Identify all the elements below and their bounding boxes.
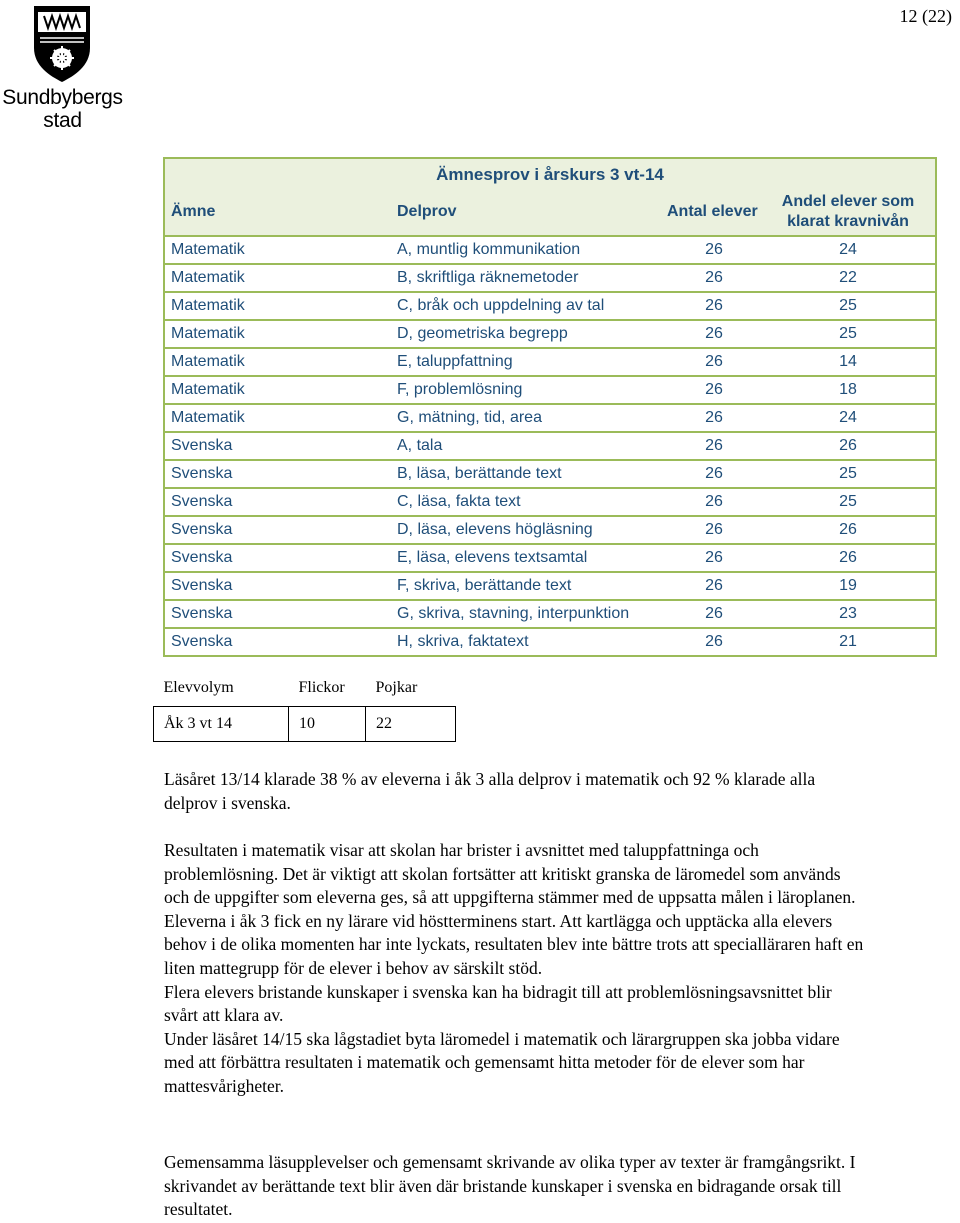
cell-antal: 26 bbox=[661, 460, 761, 488]
cell-amne: Matematik bbox=[164, 264, 391, 292]
cell-antal: 26 bbox=[661, 376, 761, 404]
cell-delprov: A, tala bbox=[391, 432, 661, 460]
cell-andel: 25 bbox=[761, 292, 936, 320]
cell-andel: 25 bbox=[761, 460, 936, 488]
table-row bbox=[164, 544, 936, 572]
table-row bbox=[164, 348, 936, 376]
cell-amne: Svenska bbox=[164, 600, 391, 628]
cell-andel: 22 bbox=[761, 264, 936, 292]
table-row bbox=[164, 628, 936, 656]
cell-andel: 24 bbox=[761, 404, 936, 432]
cell-andel: 14 bbox=[761, 348, 936, 376]
cell-delprov: F, skriva, berättande text bbox=[391, 572, 661, 600]
table-row bbox=[164, 460, 936, 488]
cell-amne: Svenska bbox=[164, 628, 391, 656]
cell-antal: 26 bbox=[661, 516, 761, 544]
table-row bbox=[164, 264, 936, 292]
cell-delprov: D, geometriska begrepp bbox=[391, 320, 661, 348]
cell-amne: Matematik bbox=[164, 320, 391, 348]
cell-delprov: H, skriva, faktatext bbox=[391, 628, 661, 656]
cell-andel: 25 bbox=[761, 488, 936, 516]
cell-antal: 26 bbox=[661, 432, 761, 460]
cell-delprov: B, skriftliga räknemetoder bbox=[391, 264, 661, 292]
cell-amne: Matematik bbox=[164, 236, 391, 264]
volume-header-boys: Pojkar bbox=[375, 679, 418, 696]
volume-girls-count: 10 bbox=[289, 707, 366, 742]
cell-delprov: A, muntlig kommunikation bbox=[391, 236, 661, 264]
cell-amne: Svenska bbox=[164, 516, 391, 544]
student-volume-table bbox=[153, 670, 456, 742]
municipality-logo bbox=[0, 0, 125, 135]
volume-boys-count: 22 bbox=[366, 707, 456, 742]
cell-amne: Matematik bbox=[164, 348, 391, 376]
logo-text bbox=[0, 86, 125, 132]
logo-line-2: stad bbox=[43, 109, 82, 132]
table-row bbox=[164, 432, 936, 460]
col-header-andel: Andel elever som klarat kravnivån bbox=[761, 189, 936, 236]
cell-amne: Matematik bbox=[164, 404, 391, 432]
cell-andel: 26 bbox=[761, 432, 936, 460]
paragraph-4: Flera elevers bristande kunskaper i svenska kan ha bidragit till att problemlösningsavsnittet blir svårt att klara av. bbox=[164, 981, 832, 1026]
cell-andel: 18 bbox=[761, 376, 936, 404]
table-row bbox=[164, 404, 936, 432]
paragraph-conclusion bbox=[164, 1151, 864, 1222]
cell-antal: 26 bbox=[661, 628, 761, 656]
paragraph-3: Eleverna i åk 3 fick en ny lärare vid höstterminens start. Att kartlägga och upptäcka alla elevers behov i de olika momenten har inte lyckats, resultaten blev inte bättre trots att specialläraren haft en liten mattegrupp för de elever i behov av särskilt stöd. bbox=[164, 910, 864, 978]
paragraph-summary bbox=[164, 768, 864, 815]
cell-antal: 26 bbox=[661, 292, 761, 320]
table-row bbox=[164, 600, 936, 628]
table-row bbox=[164, 320, 936, 348]
cell-antal: 26 bbox=[661, 320, 761, 348]
cell-antal: 26 bbox=[661, 600, 761, 628]
paragraph-1: Läsåret 13/14 klarade 38 % av eleverna i åk 3 alla delprov i matematik och 92 % klarade alla delprov i svenska. bbox=[164, 769, 816, 813]
table-row bbox=[164, 292, 936, 320]
table-title: Ämnesprov i årskurs 3 vt-14 bbox=[164, 158, 936, 189]
table-row bbox=[164, 488, 936, 516]
volume-header-girls: Flickor bbox=[298, 679, 345, 696]
cell-andel: 21 bbox=[761, 628, 936, 656]
cell-antal: 26 bbox=[661, 264, 761, 292]
cell-delprov: C, bråk och uppdelning av tal bbox=[391, 292, 661, 320]
col-header-delprov: Delprov bbox=[391, 189, 661, 236]
cell-delprov: G, mätning, tid, area bbox=[391, 404, 661, 432]
volume-row-label: Åk 3 vt 14 bbox=[154, 707, 289, 742]
cell-antal: 26 bbox=[661, 348, 761, 376]
table-row bbox=[164, 376, 936, 404]
cell-andel: 24 bbox=[761, 236, 936, 264]
cell-andel: 23 bbox=[761, 600, 936, 628]
table-row bbox=[164, 572, 936, 600]
table-row bbox=[164, 236, 936, 264]
cell-andel: 25 bbox=[761, 320, 936, 348]
paragraph-analysis bbox=[164, 839, 864, 1099]
coat-of-arms-icon bbox=[30, 2, 94, 84]
cell-antal: 26 bbox=[661, 236, 761, 264]
cell-amne: Svenska bbox=[164, 572, 391, 600]
cell-antal: 26 bbox=[661, 488, 761, 516]
col-header-antal: Antal elever bbox=[661, 189, 761, 236]
cell-amne: Svenska bbox=[164, 432, 391, 460]
results-table bbox=[163, 157, 937, 657]
volume-header-label: Elevvolym bbox=[163, 679, 234, 696]
paragraph-6: Gemensamma läsupplevelser och gemensamt skrivande av olika typer av texter är framgångsrikt. I skrivandet av berättande text blir även där bristande kunskaper i svenska en bidragande orsak till resultatet. bbox=[164, 1152, 856, 1220]
paragraph-2: Resultaten i matematik visar att skolan har brister i avsnittet med taluppfattninga och problemlösning. Det är viktigt att skolan fortsätter att kritiskt granska de läromedel som används och de uppgifter som eleverna ges, så att uppgifterna stämmer med de uppsatta målen i läroplanen. bbox=[164, 840, 856, 908]
cell-delprov: E, läsa, elevens textsamtal bbox=[391, 544, 661, 572]
cell-andel: 26 bbox=[761, 544, 936, 572]
cell-amne: Svenska bbox=[164, 488, 391, 516]
cell-andel: 26 bbox=[761, 516, 936, 544]
logo-line-1: Sundbybergs bbox=[2, 86, 123, 109]
cell-antal: 26 bbox=[661, 544, 761, 572]
cell-delprov: D, läsa, elevens högläsning bbox=[391, 516, 661, 544]
cell-amne: Svenska bbox=[164, 544, 391, 572]
page-number: 12 (22) bbox=[899, 6, 952, 26]
cell-antal: 26 bbox=[661, 572, 761, 600]
cell-amne: Svenska bbox=[164, 460, 391, 488]
cell-delprov: C, läsa, fakta text bbox=[391, 488, 661, 516]
cell-amne: Matematik bbox=[164, 376, 391, 404]
cell-delprov: G, skriva, stavning, interpunktion bbox=[391, 600, 661, 628]
cell-delprov: E, taluppfattning bbox=[391, 348, 661, 376]
cell-antal: 26 bbox=[661, 404, 761, 432]
table-row bbox=[164, 516, 936, 544]
cell-andel: 19 bbox=[761, 572, 936, 600]
paragraph-5: Under läsåret 14/15 ska lågstadiet byta läromedel i matematik och lärargruppen ska jobba vidare med att förbättra resultaten i matematik och gemensamt hitta metoder för de elever som har mattesvårigheter. bbox=[164, 1028, 840, 1096]
cell-delprov: F, problemlösning bbox=[391, 376, 661, 404]
cell-delprov: B, läsa, berättande text bbox=[391, 460, 661, 488]
cell-amne: Matematik bbox=[164, 292, 391, 320]
col-header-amne: Ämne bbox=[164, 189, 391, 236]
